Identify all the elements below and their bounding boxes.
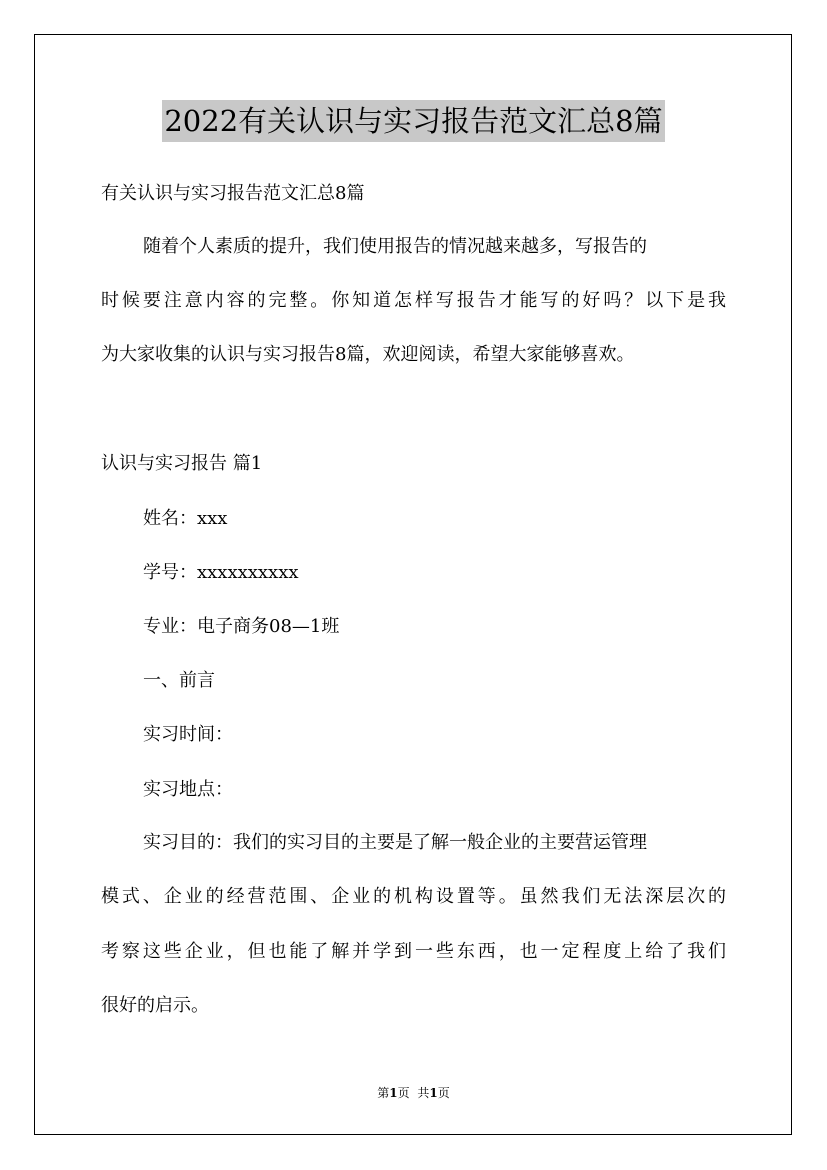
footer-total-number: 1 (429, 1086, 438, 1100)
document-title: 2022有关认识与实习报告范文汇总8篇 (162, 100, 664, 142)
purpose-line-3: 考察这些企业，但也能了解并学到一些东西，也一定程度上给了我们 (101, 941, 726, 962)
section-heading: 认识与实习报告 篇1 (101, 453, 263, 474)
intro-line-1: 随着个人素质的提升，我们使用报告的情况越来越多，写报告的 (143, 236, 647, 257)
purpose-line-4: 很好的启示。 (101, 995, 209, 1016)
section-preface: 一、前言 (143, 670, 215, 691)
footer-total-prefix: 共 (417, 1086, 430, 1100)
field-internship-location: 实习地点： (143, 779, 233, 800)
intro-line-2: 时候要注意内容的完整。你知道怎样写报告才能写的好吗？以下是我 (101, 290, 726, 311)
field-internship-time: 实习时间： (143, 724, 233, 745)
intro-line-3: 为大家收集的认识与实习报告8篇，欢迎阅读，希望大家能够喜欢。 (101, 344, 635, 365)
footer-total-suffix: 页 (437, 1086, 450, 1100)
document-subtitle: 有关认识与实习报告范文汇总8篇 (101, 183, 365, 204)
page-footer (0, 1085, 827, 1101)
purpose-line-2: 模式、企业的经营范围、企业的机构设置等。虽然我们无法深层次的 (101, 886, 726, 907)
field-major: 专业：电子商务08—1班 (143, 616, 340, 637)
title-container (0, 100, 827, 142)
field-student-id: 学号：xxxxxxxxxx (143, 562, 299, 583)
footer-page-number: 1 (389, 1086, 398, 1100)
footer-page-suffix: 页 (397, 1086, 410, 1100)
footer-page-prefix: 第 (377, 1086, 390, 1100)
field-name: 姓名：xxx (143, 508, 228, 529)
purpose-line-1: 实习目的：我们的实习目的主要是了解一般企业的主要营运管理 (143, 832, 647, 853)
